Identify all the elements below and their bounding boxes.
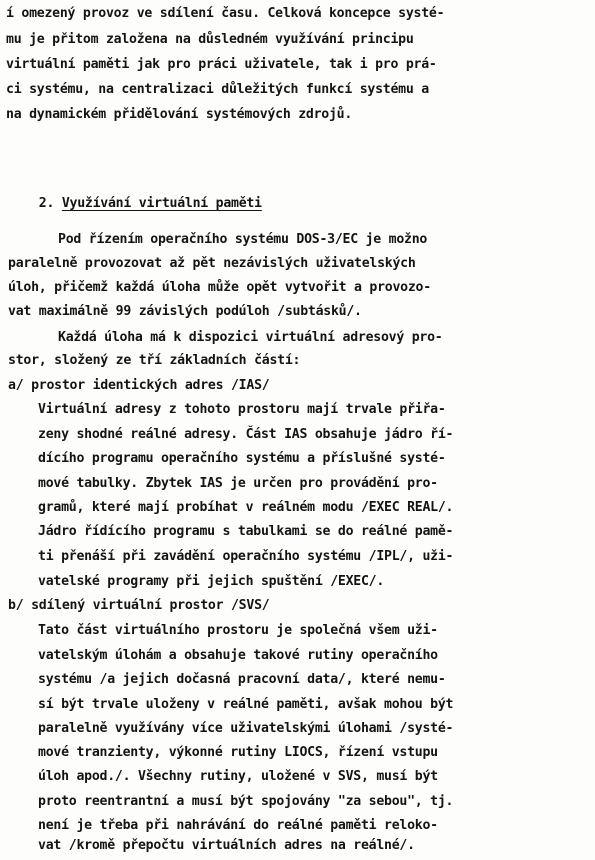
item-a-line-2: zeny shodné reálné adresy. Část IAS obsahuje jádro ří- xyxy=(38,427,454,442)
item-a-line-6: Jádro řídícího programu s tabulkami se do reálné pamě- xyxy=(38,524,454,539)
item-b-line-8: proto reentrantní a musí být spojovány "za sebou", tj. xyxy=(38,794,454,809)
p1-line-1: Pod řízením operačního systému DOS-3/EC je možno xyxy=(58,232,428,247)
p1-line-3: úloh, přičemž každá úloha může opět vytvořit a provozo- xyxy=(8,280,431,295)
item-b-line-2: vatelským úlohám a obsahuje takové rutiny operačního xyxy=(38,648,438,663)
p1-line-4: vat maximálně 99 závislých podúloh /subtásků/. xyxy=(8,304,362,319)
item-b-heading: b/ sdílený virtuální prostor /SVS/ xyxy=(8,598,270,613)
item-a-line-4: mové tabulky. Zbytek IAS je určen pro provádění pro- xyxy=(38,476,438,491)
section-title: Využívání virtuální paměti xyxy=(61,196,262,211)
p2-line-2: stor, složený ze tří základních částí: xyxy=(8,353,301,368)
item-b-line-1: Tato část virtuálního prostoru je společná všem uži- xyxy=(38,623,438,638)
item-a-line-8: vatelské programy při jejich spuštění /EXEC/. xyxy=(38,574,385,589)
item-a-heading: a/ prostor identických adres /IAS/ xyxy=(8,378,270,393)
item-a-line-1: Virtuální adresy z tohoto prostoru mají trvale přiřa- xyxy=(38,402,446,417)
p1-line-2: paralelně provozovat až pět nezávislých uživatelských xyxy=(8,256,416,271)
item-b-line-3: systému /a jejich dočasná pracovní data/, které nemu- xyxy=(38,672,446,687)
intro-line-2: mu je přitom založena na důsledném využívání principu xyxy=(6,32,414,47)
item-a-line-3: dícího programu operačního systému a příslušné systé- xyxy=(38,451,446,466)
item-a-line-7: ti přenáší při zavádění operačního systému /IPL/, uži- xyxy=(38,549,454,564)
item-b-line-10: vat /kromě přepočtu virtuálních adres na reálné/. xyxy=(38,838,415,853)
intro-line-4: ci systému, na centralizaci důležitých funkcí systému a xyxy=(6,82,429,97)
section-heading xyxy=(8,180,262,211)
intro-line-5: na dynamickém přidělování systémových zdrojů. xyxy=(6,107,353,122)
item-b-line-9: není je třeba při nahrávání do reálné paměti relokо- xyxy=(38,818,438,833)
item-b-line-6: mové tranzienty, výkonné rutiny LIOCS, řízení vstupu xyxy=(38,745,438,760)
intro-line-3: virtuální paměti jak pro práci uživatele, tak i pro prá- xyxy=(6,57,437,72)
section-number: 2. xyxy=(38,196,55,211)
item-b-line-5: paralelně využívány více uživatelskými úlohami /systé- xyxy=(38,721,454,736)
p2-line-1: Každá úloha má k dispozici virtuální adresový pro- xyxy=(58,330,443,345)
item-a-line-5: gramů, které mají probíhat v reálném modu /EXEC REAL/. xyxy=(38,500,454,515)
item-b-line-4: sí být trvale uloženy v reálné paměti, avšak mohou být xyxy=(38,697,454,712)
item-b-line-7: úloh apod./. Všechny rutiny, uložené v SVS, musí být xyxy=(38,769,438,784)
intro-line-1: í omezený provoz ve sdílení času. Celková koncepce systé- xyxy=(6,6,445,21)
